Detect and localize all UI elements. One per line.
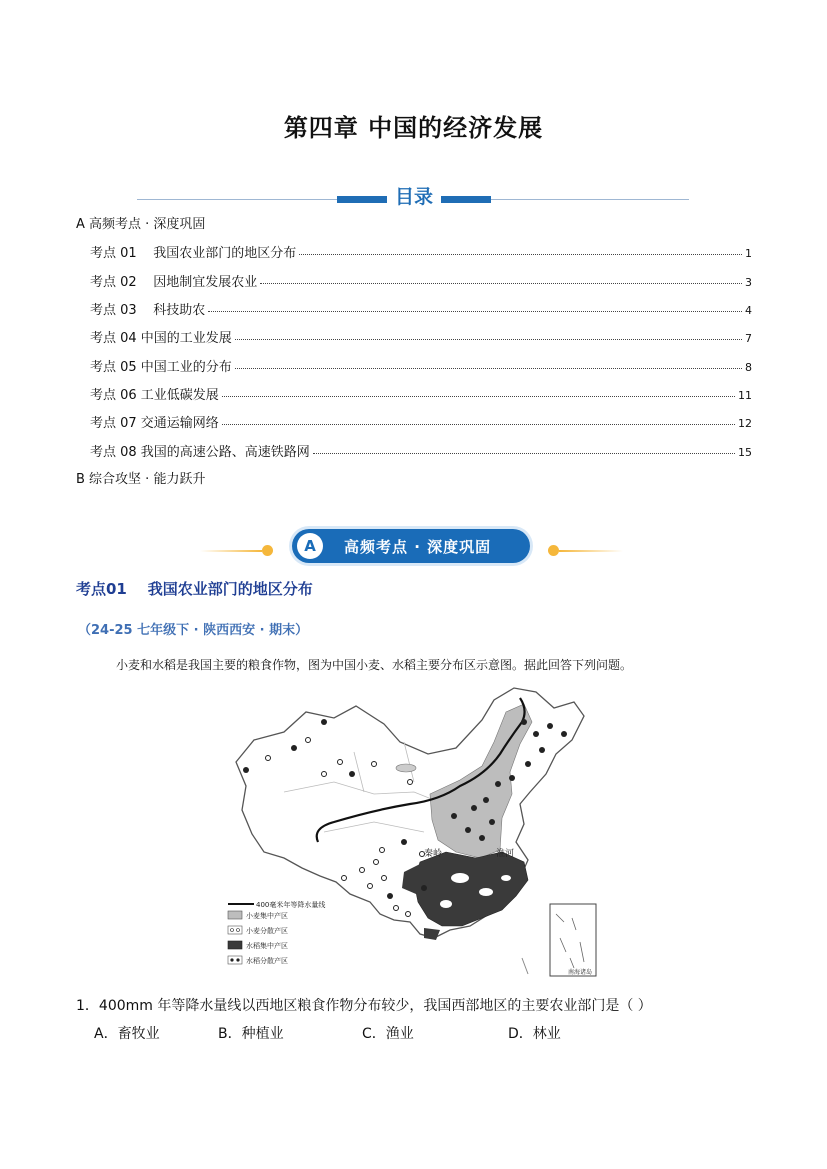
svg-text:小麦分散产区: 小麦分散产区 xyxy=(246,927,288,935)
map-label-qinling: 秦岭 xyxy=(424,849,443,859)
toc-entry-page: 15 xyxy=(738,446,752,459)
option-b[interactable]: B．种植业 xyxy=(218,1026,284,1042)
banner-dot-left xyxy=(262,545,273,556)
page-title: 第四章 中国的经济发展 xyxy=(283,114,544,142)
rice-concentrated-region xyxy=(414,852,528,926)
banner-letter-badge: A xyxy=(297,533,323,559)
toc-entry-label: 考点 02 因地制宜发展农业 xyxy=(90,275,258,290)
toc-entry-page: 1 xyxy=(745,247,752,260)
question-stem: 小麦和水稻是我国主要的粮食作物，图为中国小麦、水稻主要分布区示意图。据此回答下列问题。 xyxy=(116,658,633,672)
toc-entry[interactable] xyxy=(90,242,752,260)
toc-entry-page: 11 xyxy=(738,389,752,402)
toc-leader-dots xyxy=(222,414,735,425)
point-heading: 考点01 我国农业部门的地区分布 xyxy=(76,580,313,598)
banner-line-right xyxy=(559,550,623,552)
toc-entry-page: 4 xyxy=(745,304,752,317)
svg-text:小麦集中产区: 小麦集中产区 xyxy=(246,912,288,920)
toc-leader-dots xyxy=(313,443,735,454)
section-a-banner xyxy=(292,529,530,563)
south-china-sea-inset xyxy=(550,904,596,976)
map-legend xyxy=(228,900,325,965)
toc-entry-page: 8 xyxy=(745,361,752,374)
china-crop-map xyxy=(224,682,600,980)
toc-entry-label: 考点 05 中国工业的分布 xyxy=(90,360,232,375)
toc-leader-dots xyxy=(222,386,735,397)
toc-entry-label: 考点 04 中国的工业发展 xyxy=(90,331,232,346)
toc-bar-left xyxy=(337,196,387,203)
toc-leader-dots xyxy=(208,301,742,312)
toc-leader-dots xyxy=(235,358,742,369)
toc-entry-label: 考点 01 我国农业部门的地区分布 xyxy=(90,246,297,261)
toc-entry-page: 12 xyxy=(738,417,752,430)
option-a[interactable]: A．畜牧业 xyxy=(94,1026,160,1042)
svg-text:水稻集中产区: 水稻集中产区 xyxy=(246,942,288,950)
toc-heading: 目录 xyxy=(394,186,433,208)
toc-rule-left xyxy=(137,199,337,200)
svg-text:水稻分散产区: 水稻分散产区 xyxy=(246,957,288,965)
toc-leader-dots xyxy=(260,273,742,284)
svg-text:南海诸岛: 南海诸岛 xyxy=(568,969,593,976)
toc-entry[interactable] xyxy=(90,441,752,459)
toc-entry-page: 3 xyxy=(745,276,752,289)
toc-entry-label: 考点 03 科技助农 xyxy=(90,303,206,318)
option-d[interactable]: D．林业 xyxy=(508,1026,561,1042)
map-label-huaihe: 淮河 xyxy=(496,849,515,859)
question-1-text: 1．400mm 年等降水量线以西地区粮食作物分布较少，我国西部地区的主要农业部门是（ ） xyxy=(76,998,652,1014)
toc-entry[interactable] xyxy=(90,384,752,402)
banner-line-left xyxy=(200,550,262,552)
toc-entry-label: 考点 06 工业低碳发展 xyxy=(90,388,219,403)
toc-entry[interactable] xyxy=(90,412,752,430)
toc-entry-label: 考点 08 我国的高速公路、高速铁路网 xyxy=(90,445,310,460)
toc-bar-right xyxy=(441,196,491,203)
toc-section-a[interactable]: A 高频考点 · 深度巩固 xyxy=(76,217,206,232)
toc-entry-label: 考点 07 交通运输网络 xyxy=(90,416,219,431)
toc-section-b[interactable]: B 综合攻坚 · 能力跃升 xyxy=(76,472,206,487)
toc-entry[interactable] xyxy=(90,299,752,317)
toc-leader-dots xyxy=(235,329,742,340)
banner-dot-right xyxy=(548,545,559,556)
toc-rule-right xyxy=(491,199,689,200)
question-source: （24-25 七年级下 · 陕西西安 · 期末） xyxy=(78,623,309,638)
toc-entry[interactable] xyxy=(90,327,752,345)
toc-leader-dots xyxy=(299,244,742,255)
banner-title: 高频考点 · 深度巩固 xyxy=(344,538,492,556)
map-graphic xyxy=(224,682,600,980)
toc-entry[interactable] xyxy=(90,271,752,289)
svg-text:400毫米年等降水量线: 400毫米年等降水量线 xyxy=(256,901,326,909)
option-c[interactable]: C．渔业 xyxy=(362,1026,414,1042)
toc-entry[interactable] xyxy=(90,356,752,374)
toc-entry-page: 7 xyxy=(745,332,752,345)
